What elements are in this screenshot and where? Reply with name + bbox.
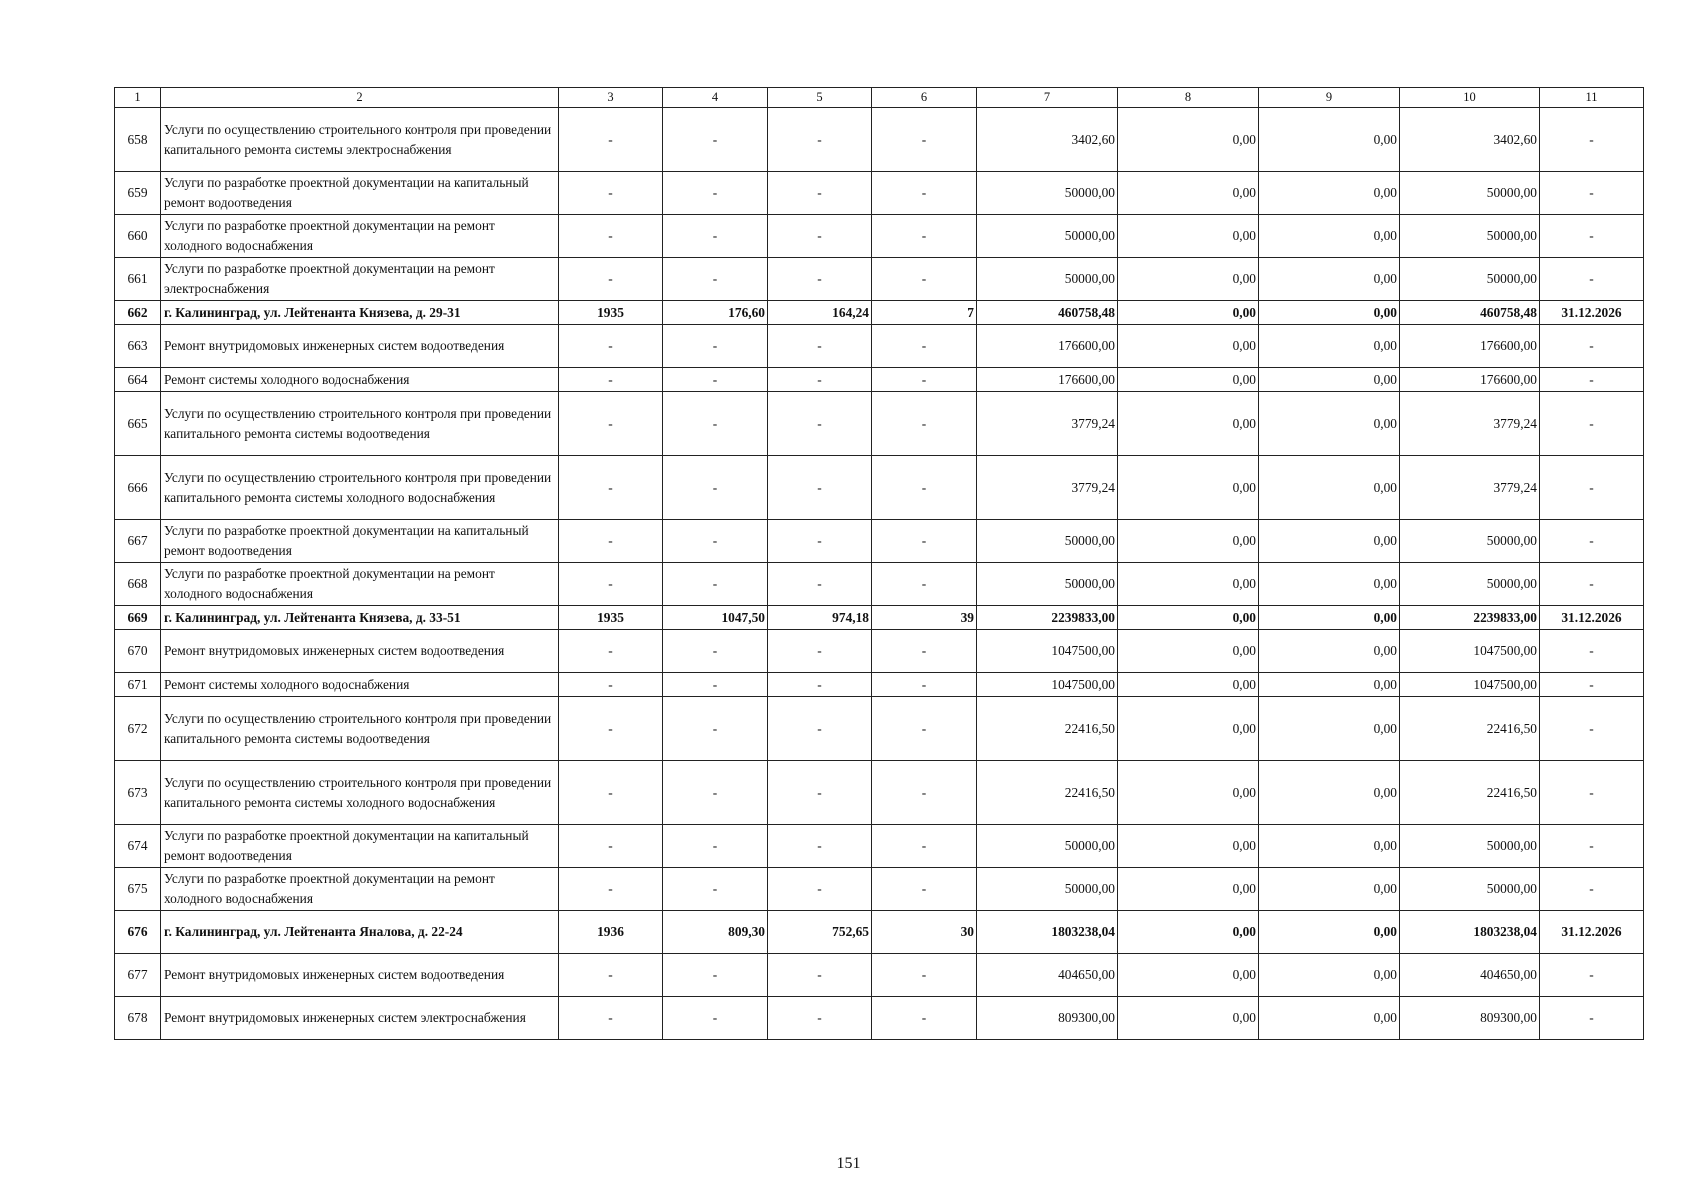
total-cost-cell: 50000,00 [977,520,1118,563]
row-number-cell: 670 [115,630,161,673]
year-cell: - [559,954,663,997]
deadline-cell: - [1540,108,1644,172]
residents-cell: - [872,520,977,563]
total-cost-cell: 22416,50 [977,697,1118,761]
address-row [115,606,1644,630]
column-header: 8 [1118,88,1259,108]
table-row [115,258,1644,301]
total-cost-cell: 50000,00 [977,172,1118,215]
owner-funds-cell: 3402,60 [1400,108,1540,172]
fund-cell: 0,00 [1118,392,1259,456]
residents-cell: - [872,108,977,172]
living-area-cell: - [768,215,872,258]
total-cost-cell: 809300,00 [977,997,1118,1040]
year-cell: - [559,456,663,520]
living-area-cell: - [768,761,872,825]
item-name-cell: Ремонт внутридомовых инженерных систем водоотведения [161,325,559,368]
owner-funds-cell: 176600,00 [1400,368,1540,392]
row-number-cell: 664 [115,368,161,392]
budget-cell: 0,00 [1259,258,1400,301]
area-cell: - [663,761,768,825]
item-name-cell: г. Калининград, ул. Лейтенанта Князева, д. 33-51 [161,606,559,630]
area-cell: - [663,673,768,697]
living-area-cell: - [768,456,872,520]
owner-funds-cell: 3779,24 [1400,456,1540,520]
fund-cell: 0,00 [1118,215,1259,258]
budget-cell: 0,00 [1259,697,1400,761]
area-cell: - [663,954,768,997]
living-area-cell: - [768,868,872,911]
page-number: 151 [836,1155,861,1172]
table-row [115,392,1644,456]
budget-cell: 0,00 [1259,520,1400,563]
deadline-cell: - [1540,258,1644,301]
residents-cell: - [872,215,977,258]
row-number-cell: 660 [115,215,161,258]
living-area-cell: 974,18 [768,606,872,630]
year-cell: - [559,368,663,392]
fund-cell: 0,00 [1118,954,1259,997]
area-cell: - [663,392,768,456]
fund-cell: 0,00 [1118,258,1259,301]
year-cell: - [559,325,663,368]
column-header: 7 [977,88,1118,108]
fund-cell: 0,00 [1118,630,1259,673]
budget-cell: 0,00 [1259,911,1400,954]
living-area-cell: - [768,108,872,172]
area-cell: 176,60 [663,301,768,325]
area-cell: - [663,697,768,761]
table-row [115,761,1644,825]
total-cost-cell: 3779,24 [977,456,1118,520]
budget-cell: 0,00 [1259,997,1400,1040]
residents-cell: 39 [872,606,977,630]
column-number-header-row [115,88,1644,108]
item-name-cell: Услуги по осуществлению строительного контроля при проведении капитального ремонта системы холодного водоснабжения [161,456,559,520]
fund-cell: 0,00 [1118,697,1259,761]
living-area-cell: 752,65 [768,911,872,954]
table-body [115,88,1644,1040]
deadline-cell: 31.12.2026 [1540,301,1644,325]
area-cell: - [663,456,768,520]
budget-cell: 0,00 [1259,825,1400,868]
item-name-cell: Услуги по разработке проектной документации на ремонт электроснабжения [161,258,559,301]
owner-funds-cell: 460758,48 [1400,301,1540,325]
total-cost-cell: 50000,00 [977,563,1118,606]
owner-funds-cell: 176600,00 [1400,325,1540,368]
row-number-cell: 678 [115,997,161,1040]
living-area-cell: - [768,630,872,673]
item-name-cell: Ремонт системы холодного водоснабжения [161,673,559,697]
item-name-cell: г. Калининград, ул. Лейтенанта Князева, д. 29-31 [161,301,559,325]
deadline-cell: - [1540,761,1644,825]
item-name-cell: Услуги по разработке проектной документации на ремонт холодного водоснабжения [161,868,559,911]
total-cost-cell: 22416,50 [977,761,1118,825]
row-number-cell: 659 [115,172,161,215]
owner-funds-cell: 1047500,00 [1400,673,1540,697]
table-row [115,868,1644,911]
table-row [115,456,1644,520]
budget-cell: 0,00 [1259,172,1400,215]
budget-cell: 0,00 [1259,563,1400,606]
residents-cell: - [872,697,977,761]
row-number-cell: 667 [115,520,161,563]
residents-cell: - [872,761,977,825]
total-cost-cell: 404650,00 [977,954,1118,997]
budget-cell: 0,00 [1259,215,1400,258]
budget-cell: 0,00 [1259,673,1400,697]
living-area-cell: - [768,368,872,392]
living-area-cell: - [768,563,872,606]
budget-cell: 0,00 [1259,368,1400,392]
owner-funds-cell: 50000,00 [1400,563,1540,606]
owner-funds-cell: 22416,50 [1400,697,1540,761]
residents-cell: - [872,825,977,868]
table-row [115,697,1644,761]
living-area-cell: - [768,954,872,997]
year-cell: - [559,172,663,215]
area-cell: - [663,368,768,392]
item-name-cell: Услуги по осуществлению строительного контроля при проведении капитального ремонта системы водоотведения [161,697,559,761]
budget-cell: 0,00 [1259,108,1400,172]
table-row [115,954,1644,997]
budget-cell: 0,00 [1259,868,1400,911]
total-cost-cell: 460758,48 [977,301,1118,325]
deadline-cell: - [1540,630,1644,673]
residents-cell: 30 [872,911,977,954]
total-cost-cell: 2239833,00 [977,606,1118,630]
table-row [115,673,1644,697]
row-number-cell: 658 [115,108,161,172]
owner-funds-cell: 50000,00 [1400,258,1540,301]
total-cost-cell: 3779,24 [977,392,1118,456]
item-name-cell: г. Калининград, ул. Лейтенанта Яналова, д. 22-24 [161,911,559,954]
deadline-cell: - [1540,825,1644,868]
fund-cell: 0,00 [1118,368,1259,392]
year-cell: 1935 [559,301,663,325]
table-row [115,520,1644,563]
deadline-cell: - [1540,868,1644,911]
residents-cell: 7 [872,301,977,325]
living-area-cell: - [768,997,872,1040]
fund-cell: 0,00 [1118,325,1259,368]
year-cell: - [559,215,663,258]
owner-funds-cell: 1803238,04 [1400,911,1540,954]
budget-cell: 0,00 [1259,630,1400,673]
year-cell: - [559,697,663,761]
item-name-cell: Ремонт внутридомовых инженерных систем водоотведения [161,630,559,673]
living-area-cell: 164,24 [768,301,872,325]
budget-cell: 0,00 [1259,301,1400,325]
deadline-cell: - [1540,520,1644,563]
owner-funds-cell: 809300,00 [1400,997,1540,1040]
owner-funds-cell: 50000,00 [1400,868,1540,911]
row-number-cell: 662 [115,301,161,325]
fund-cell: 0,00 [1118,673,1259,697]
total-cost-cell: 50000,00 [977,868,1118,911]
living-area-cell: - [768,825,872,868]
column-header: 9 [1259,88,1400,108]
column-header: 4 [663,88,768,108]
row-number-cell: 668 [115,563,161,606]
fund-cell: 0,00 [1118,456,1259,520]
fund-cell: 0,00 [1118,301,1259,325]
column-header: 6 [872,88,977,108]
deadline-cell: - [1540,954,1644,997]
owner-funds-cell: 2239833,00 [1400,606,1540,630]
area-cell: - [663,258,768,301]
area-cell: - [663,108,768,172]
fund-cell: 0,00 [1118,761,1259,825]
fund-cell: 0,00 [1118,868,1259,911]
row-number-cell: 665 [115,392,161,456]
row-number-cell: 672 [115,697,161,761]
total-cost-cell: 1803238,04 [977,911,1118,954]
row-number-cell: 676 [115,911,161,954]
item-name-cell: Услуги по разработке проектной документации на капитальный ремонт водоотведения [161,172,559,215]
table-row [115,108,1644,172]
year-cell: - [559,868,663,911]
residents-cell: - [872,954,977,997]
living-area-cell: - [768,520,872,563]
owner-funds-cell: 50000,00 [1400,825,1540,868]
item-name-cell: Услуги по разработке проектной документации на ремонт холодного водоснабжения [161,563,559,606]
item-name-cell: Ремонт системы холодного водоснабжения [161,368,559,392]
total-cost-cell: 50000,00 [977,258,1118,301]
row-number-cell: 677 [115,954,161,997]
fund-cell: 0,00 [1118,108,1259,172]
deadline-cell: - [1540,172,1644,215]
fund-cell: 0,00 [1118,172,1259,215]
budget-table [114,87,1644,1040]
year-cell: - [559,563,663,606]
residents-cell: - [872,563,977,606]
owner-funds-cell: 1047500,00 [1400,630,1540,673]
residents-cell: - [872,868,977,911]
deadline-cell: - [1540,368,1644,392]
total-cost-cell: 176600,00 [977,325,1118,368]
row-number-cell: 675 [115,868,161,911]
row-number-cell: 663 [115,325,161,368]
budget-cell: 0,00 [1259,606,1400,630]
area-cell: - [663,825,768,868]
budget-cell: 0,00 [1259,325,1400,368]
year-cell: - [559,108,663,172]
deadline-cell: 31.12.2026 [1540,606,1644,630]
total-cost-cell: 50000,00 [977,215,1118,258]
column-header: 1 [115,88,161,108]
address-row [115,301,1644,325]
row-number-cell: 666 [115,456,161,520]
deadline-cell: - [1540,325,1644,368]
budget-cell: 0,00 [1259,761,1400,825]
item-name-cell: Ремонт внутридомовых инженерных систем электроснабжения [161,997,559,1040]
owner-funds-cell: 50000,00 [1400,172,1540,215]
item-name-cell: Услуги по разработке проектной документации на ремонт холодного водоснабжения [161,215,559,258]
owner-funds-cell: 50000,00 [1400,520,1540,563]
owner-funds-cell: 50000,00 [1400,215,1540,258]
area-cell: - [663,325,768,368]
residents-cell: - [872,325,977,368]
year-cell: - [559,761,663,825]
year-cell: - [559,630,663,673]
table-row [115,825,1644,868]
fund-cell: 0,00 [1118,825,1259,868]
row-number-cell: 671 [115,673,161,697]
row-number-cell: 669 [115,606,161,630]
residents-cell: - [872,456,977,520]
table-row [115,215,1644,258]
owner-funds-cell: 22416,50 [1400,761,1540,825]
year-cell: - [559,258,663,301]
living-area-cell: - [768,697,872,761]
deadline-cell: - [1540,215,1644,258]
area-cell: - [663,997,768,1040]
fund-cell: 0,00 [1118,520,1259,563]
residents-cell: - [872,172,977,215]
total-cost-cell: 3402,60 [977,108,1118,172]
total-cost-cell: 1047500,00 [977,673,1118,697]
residents-cell: - [872,392,977,456]
year-cell: - [559,392,663,456]
table-row [115,563,1644,606]
living-area-cell: - [768,172,872,215]
deadline-cell: - [1540,673,1644,697]
year-cell: - [559,673,663,697]
area-cell: - [663,215,768,258]
living-area-cell: - [768,258,872,301]
year-cell: - [559,997,663,1040]
deadline-cell: - [1540,392,1644,456]
table-row [115,368,1644,392]
fund-cell: 0,00 [1118,563,1259,606]
area-cell: - [663,563,768,606]
table-row [115,997,1644,1040]
area-cell: - [663,868,768,911]
residents-cell: - [872,997,977,1040]
table-row [115,630,1644,673]
area-cell: - [663,172,768,215]
fund-cell: 0,00 [1118,606,1259,630]
deadline-cell: - [1540,997,1644,1040]
item-name-cell: Услуги по осуществлению строительного контроля при проведении капитального ремонта системы электроснабжения [161,108,559,172]
fund-cell: 0,00 [1118,911,1259,954]
item-name-cell: Услуги по разработке проектной документации на капитальный ремонт водоотведения [161,825,559,868]
table-row [115,172,1644,215]
item-name-cell: Ремонт внутридомовых инженерных систем водоотведения [161,954,559,997]
living-area-cell: - [768,325,872,368]
budget-cell: 0,00 [1259,392,1400,456]
budget-cell: 0,00 [1259,456,1400,520]
year-cell: - [559,825,663,868]
living-area-cell: - [768,673,872,697]
year-cell: - [559,520,663,563]
owner-funds-cell: 3779,24 [1400,392,1540,456]
residents-cell: - [872,258,977,301]
deadline-cell: - [1540,563,1644,606]
area-cell: 809,30 [663,911,768,954]
area-cell: - [663,630,768,673]
deadline-cell: 31.12.2026 [1540,911,1644,954]
column-header: 2 [161,88,559,108]
residents-cell: - [872,673,977,697]
total-cost-cell: 1047500,00 [977,630,1118,673]
area-cell: - [663,520,768,563]
item-name-cell: Услуги по осуществлению строительного контроля при проведении капитального ремонта системы холодного водоснабжения [161,761,559,825]
living-area-cell: - [768,392,872,456]
residents-cell: - [872,630,977,673]
total-cost-cell: 50000,00 [977,825,1118,868]
year-cell: 1935 [559,606,663,630]
fund-cell: 0,00 [1118,997,1259,1040]
column-header: 11 [1540,88,1644,108]
item-name-cell: Услуги по осуществлению строительного контроля при проведении капитального ремонта системы водоотведения [161,392,559,456]
column-header: 10 [1400,88,1540,108]
row-number-cell: 674 [115,825,161,868]
residents-cell: - [872,368,977,392]
column-header: 5 [768,88,872,108]
row-number-cell: 673 [115,761,161,825]
item-name-cell: Услуги по разработке проектной документации на капитальный ремонт водоотведения [161,520,559,563]
owner-funds-cell: 404650,00 [1400,954,1540,997]
total-cost-cell: 176600,00 [977,368,1118,392]
area-cell: 1047,50 [663,606,768,630]
address-row [115,911,1644,954]
table-row [115,325,1644,368]
year-cell: 1936 [559,911,663,954]
deadline-cell: - [1540,456,1644,520]
deadline-cell: - [1540,697,1644,761]
row-number-cell: 661 [115,258,161,301]
column-header: 3 [559,88,663,108]
budget-cell: 0,00 [1259,954,1400,997]
